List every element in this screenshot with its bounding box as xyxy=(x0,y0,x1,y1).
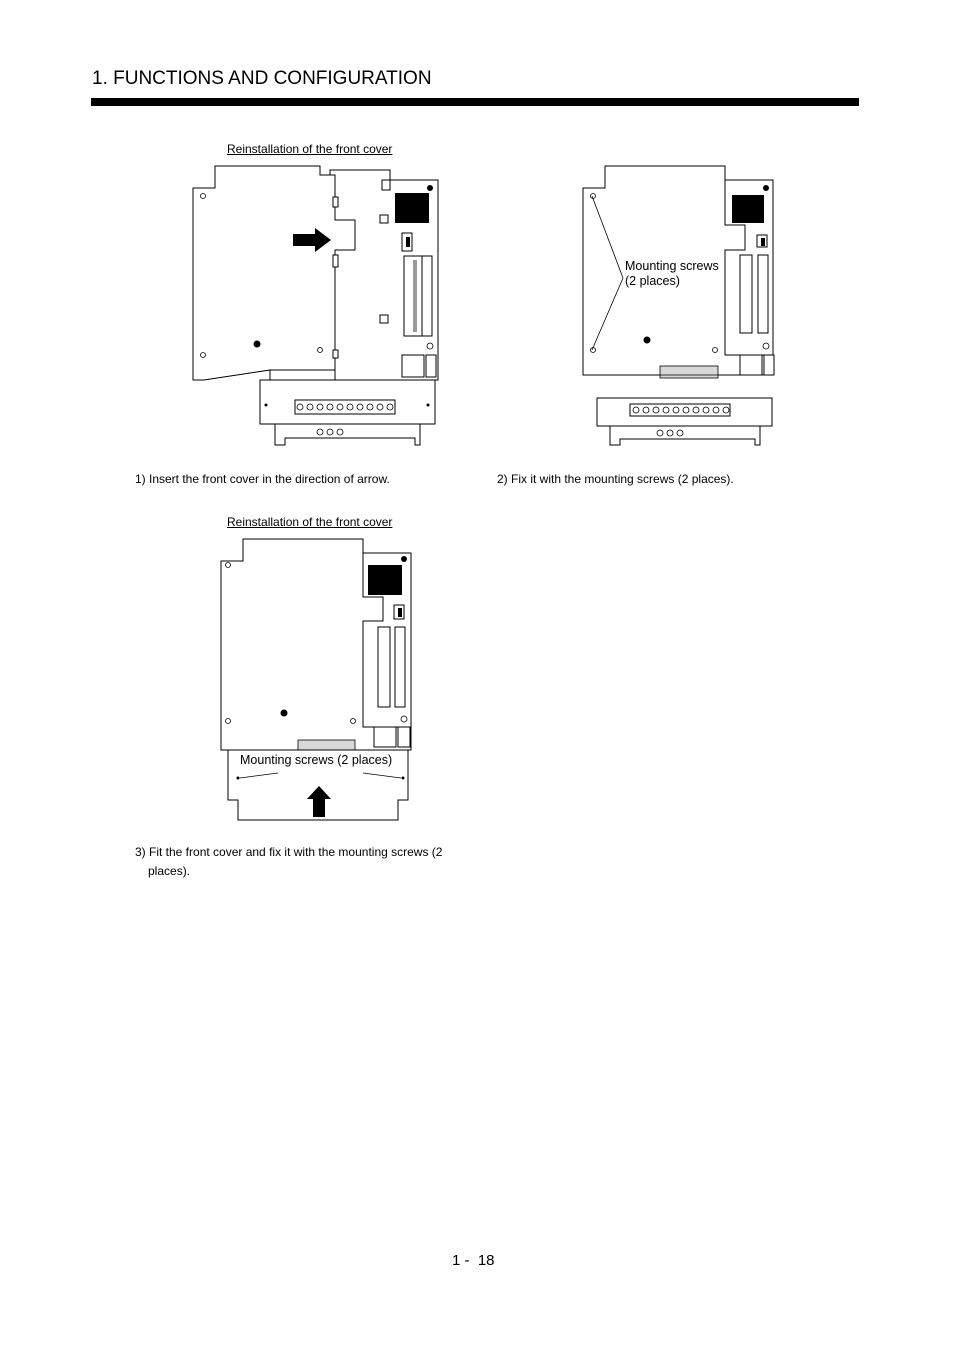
display-window xyxy=(368,565,402,595)
page-number: 1 - 18 xyxy=(452,1252,495,1269)
header-rule xyxy=(91,98,859,106)
figure-1-caption: 1) Insert the front cover in the direction of arrow. xyxy=(135,472,390,486)
figure-3-title: Reinstallation of the front cover xyxy=(227,515,393,529)
connector-panel xyxy=(378,627,390,707)
figure-3-caption-line2: places). xyxy=(148,864,191,878)
display-window xyxy=(732,195,764,223)
front-cover xyxy=(193,166,355,380)
figure-1-drawing xyxy=(190,160,440,455)
display-window xyxy=(395,193,429,223)
figure-3-drawing xyxy=(218,535,418,825)
figure-3-caption-line1: 3) Fit the front cover and fix it with the mounting screws (2 xyxy=(135,845,443,859)
figure-3-callout: Mounting screws (2 places) xyxy=(240,753,393,767)
connector-panel xyxy=(740,255,752,333)
figure-2-callout-line2: (2 places) xyxy=(625,274,680,288)
figure-1-title: Reinstallation of the front cover xyxy=(227,142,393,156)
figure-2-caption: 2) Fix it with the mounting screws (2 places). xyxy=(497,472,734,486)
figure-2-drawing xyxy=(580,160,780,455)
section-title: 1. FUNCTIONS AND CONFIGURATION xyxy=(92,68,432,89)
figure-2-callout-line1: Mounting screws xyxy=(625,259,719,273)
